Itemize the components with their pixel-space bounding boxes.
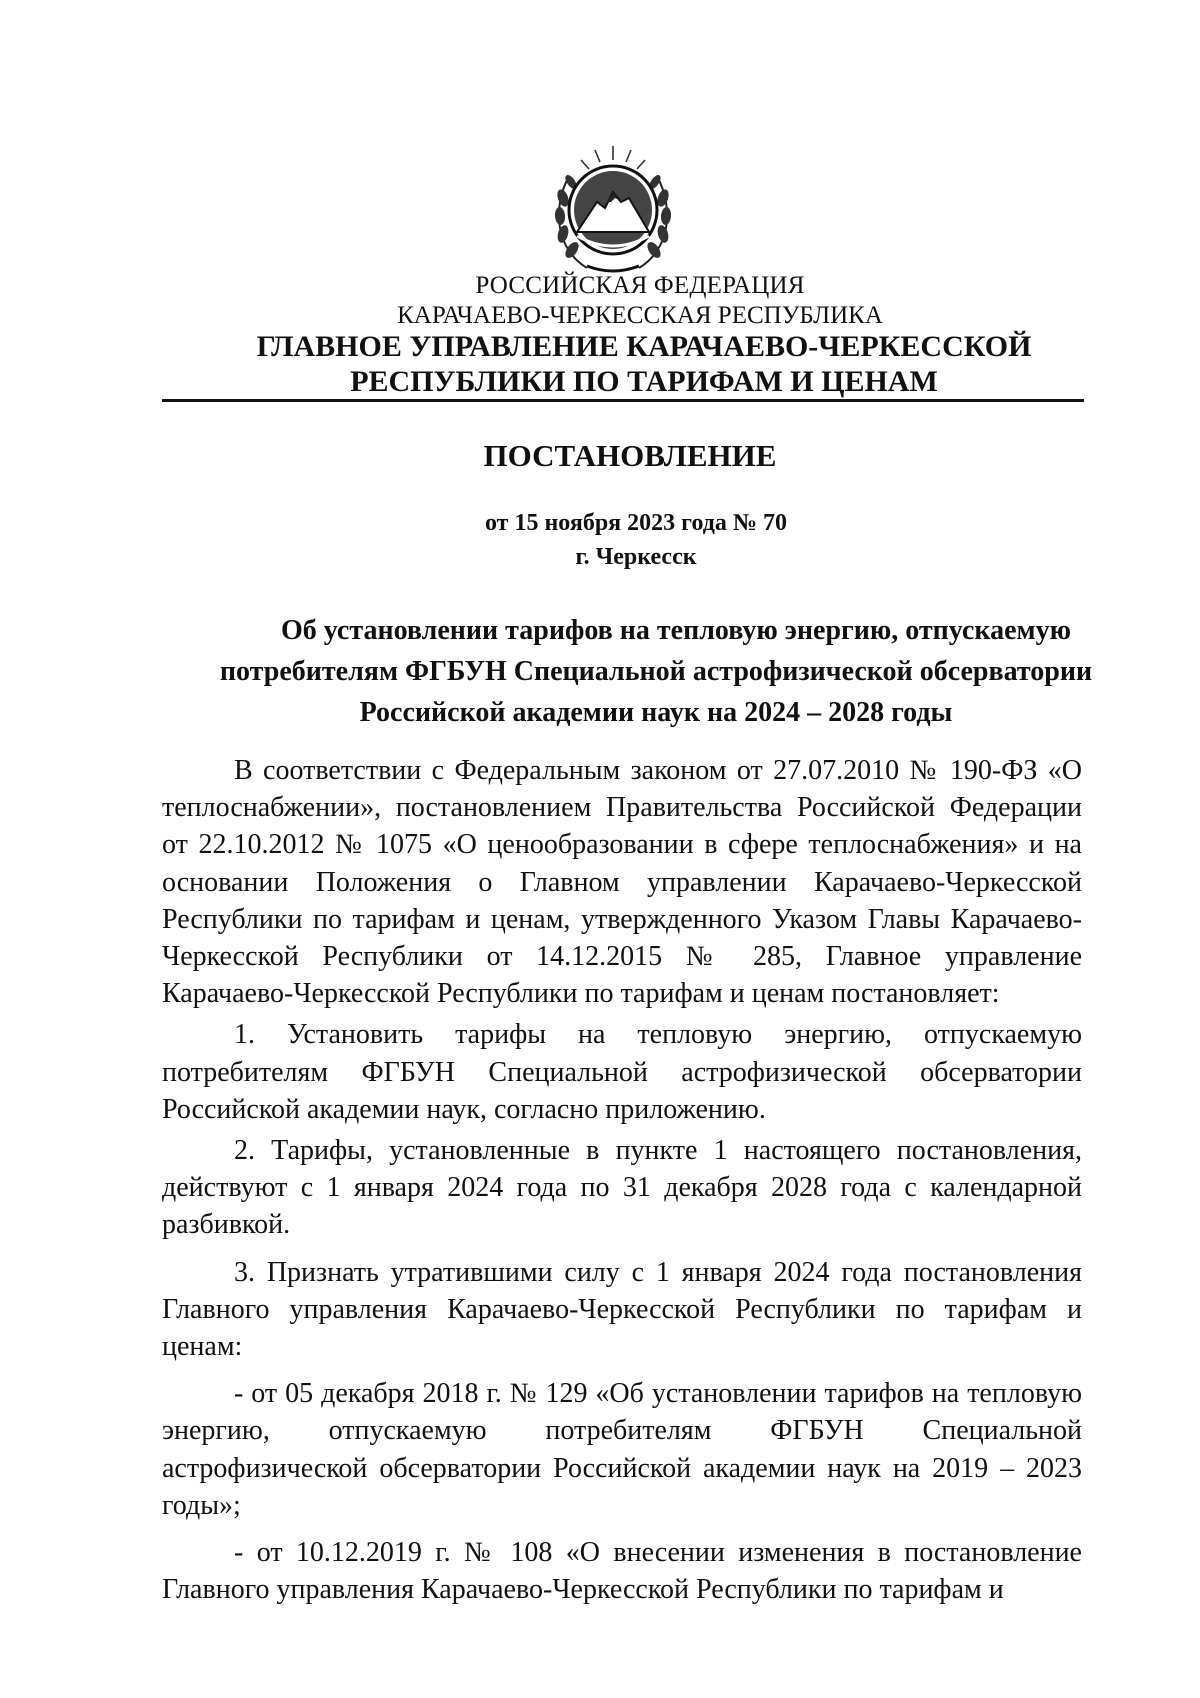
header-divider	[162, 399, 1084, 402]
preamble-paragraph: В соответствии с Федеральным законом от 27.07.2010 № 190-ФЗ «О теплоснабжении», постановлением Правительства Российской Федерации от 22.10.2012 № 1075 «О ценообразовании в сфере теплоснабжения» и на основании Положения о Главном управлении Карачаево-Черкесской Республики по тарифам и ценам, утвержденного Указом Главы Карачаево-Черкесской Республики от 14.12.2015 № 285, Главное управление Карачаево-Черкесской Республики по тарифам и ценам постановляет:	[162, 755, 1082, 1010]
subject-line: Об установлении тарифов на тепловую энергию, отпускаемую	[281, 615, 1071, 646]
subject-line: Российской академии наук на 2024 – 2028 годы	[359, 697, 953, 728]
item-3b-paragraph: - от 10.12.2019 г. № 108 «О внесении изменения в постановление Главного управления Карачаево-Черкесской Республики по тарифам и	[162, 1537, 1082, 1606]
subject-line: потребителям ФГБУН Специальной астрофизической обсерватории	[219, 656, 1093, 687]
item-3-paragraph: 3. Признать утратившими силу с 1 января 2024 года постановления Главного управления Карачаево-Черкесской Республики по тарифам и ценам:	[162, 1256, 1082, 1363]
item-1-paragraph: 1. Установить тарифы на тепловую энергию, отпускаемую потребителям ФГБУН Специальной астрофизической обсерватории Российской академии наук, согласно приложению.	[162, 1019, 1082, 1125]
authority-name-line2: РЕСПУБЛИКИ ПО ТАРИФАМ И ЦЕНАМ	[350, 365, 938, 398]
document-body	[162, 752, 1082, 1608]
country-name: РОССИЙСКАЯ ФЕДЕРАЦИЯ	[475, 272, 805, 299]
document-subject	[56, 610, 1200, 733]
document-date-number: от 15 ноября 2023 года № 70	[484, 510, 788, 536]
item-3a-paragraph: - от 05 декабря 2018 г. № 129 «Об установлении тарифов на тепловую энергию, отпускаемую потребителям ФГБУН Специальной астрофизической обсерватории Российской академии наук на 2019 – 2023 годы»;	[162, 1378, 1082, 1521]
document-type: ПОСТАНОВЛЕНИЕ	[483, 438, 777, 473]
coat-of-arms-icon	[547, 140, 679, 278]
republic-name: КАРАЧАЕВО-ЧЕРКЕССКАЯ РЕСПУБЛИКА	[397, 302, 883, 329]
document-city: г. Черкесск	[575, 544, 697, 570]
item-2-paragraph: 2. Тарифы, установленные в пункте 1 настоящего постановления, действуют с 1 января 2024 года по 31 декабря 2028 года с календарной разбивкой.	[162, 1135, 1082, 1241]
authority-name-line1: ГЛАВНОЕ УПРАВЛЕНИЕ КАРАЧАЕВО-ЧЕРКЕССКОЙ	[256, 330, 1032, 363]
